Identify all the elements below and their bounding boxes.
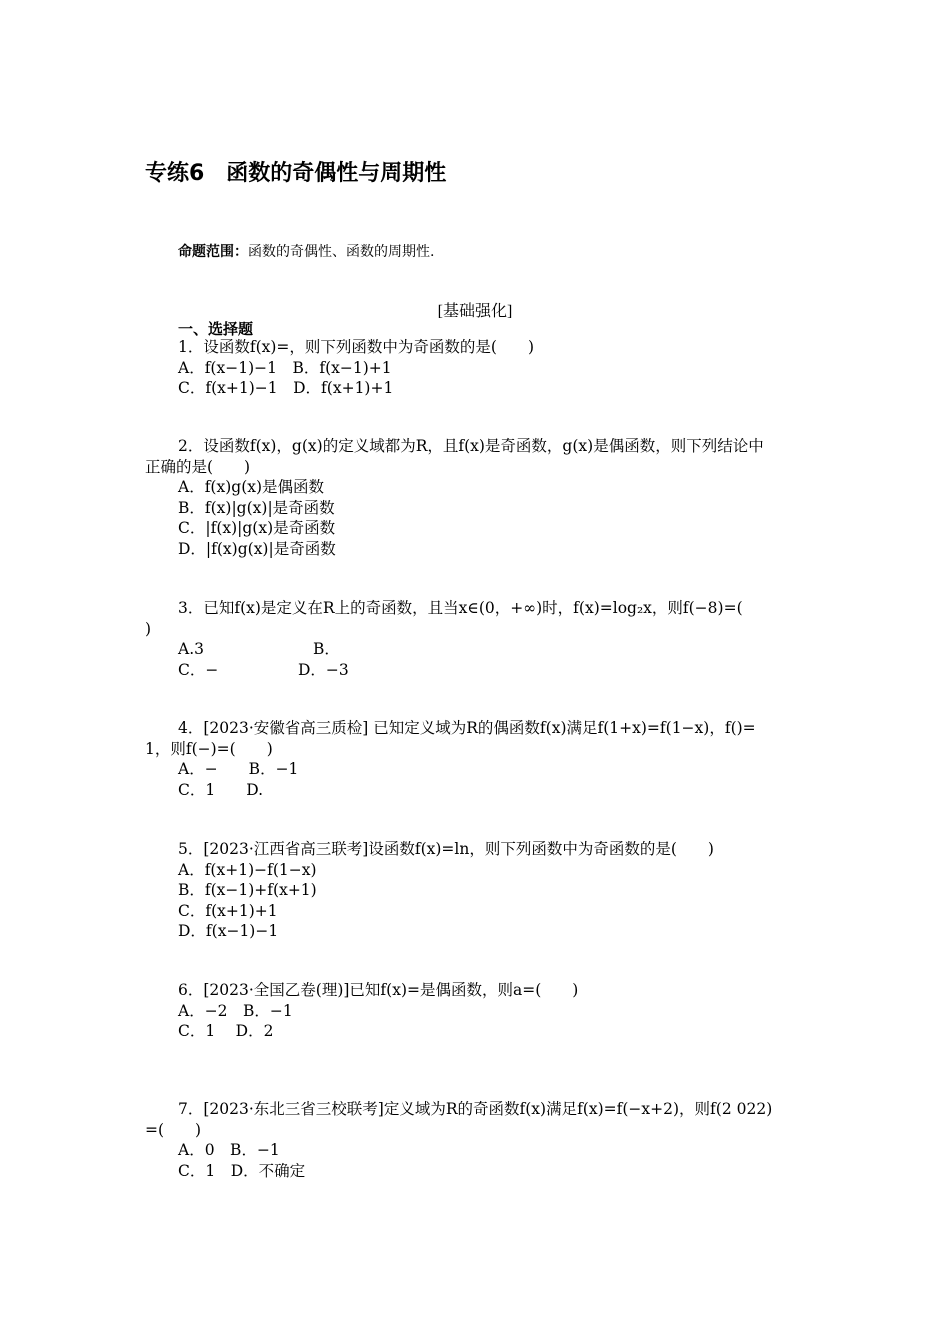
question-stem-continued: 正确的是( ) [145, 457, 251, 476]
question-1 [145, 337, 810, 399]
question-option: A．f(x+1)−f(1−x) [178, 860, 317, 879]
question-option-row [145, 660, 810, 681]
topic-scope [178, 241, 434, 261]
topic-scope-label: 命题范围： [178, 244, 248, 260]
question-option: D．|f(x)g(x)|是奇函数 [178, 539, 336, 558]
question-stem-continued: =( ) [145, 1120, 202, 1139]
question-stem: 2．设函数f(x)，g(x)的定义域都为R，且f(x)是奇函数，g(x)是偶函数，则下列结论中 [178, 437, 764, 455]
question-6 [145, 980, 810, 1042]
question-option: A．0 B．−1 [178, 1141, 280, 1159]
question-stem: 5．[2023·江西省高三联考]设函数f(x)=ln，则下列函数中为奇函数的是( ) [178, 840, 714, 858]
topic-scope-text: 函数的奇偶性、函数的周期性. [248, 244, 435, 260]
question-option: C．1 D. [178, 780, 264, 799]
question-option: A．−2 B．−1 [178, 1001, 293, 1020]
question-7 [145, 1099, 810, 1181]
question-option: C．− [178, 660, 219, 679]
question-5 [145, 839, 810, 942]
question-option: C．1 D．2 [178, 1022, 274, 1040]
question-2 [145, 436, 810, 559]
question-option: A．− B．−1 [178, 760, 299, 778]
question-option: B． [313, 640, 340, 658]
question-option: B．f(x)|g(x)|是奇函数 [178, 498, 335, 517]
question-option: B．f(x−1)+f(x+1) [178, 881, 317, 899]
question-option: C．|f(x)|g(x)是奇函数 [178, 519, 336, 537]
question-stem-continued: 1，则f(−)=( ) [145, 739, 273, 758]
question-option: D．f(x−1)−1 [178, 922, 279, 940]
question-option: C．f(x+1)+1 [178, 901, 278, 920]
section-label: [基础强化] [437, 303, 513, 320]
question-option: D．−3 [298, 660, 349, 679]
question-4 [145, 718, 810, 800]
question-stem: 1．设函数f(x)=，则下列函数中为奇函数的是( ) [178, 338, 535, 356]
question-3 [145, 598, 810, 680]
question-option: C．1 D．不确定 [178, 1161, 306, 1180]
question-stem: 6．[2023·全国乙卷(理)]已知f(x)=是偶函数，则a=( ) [178, 981, 579, 999]
question-option: A.3 [178, 640, 204, 658]
question-option: A．f(x−1)−1 B．f(x−1)+1 [178, 358, 392, 377]
question-option: C．f(x+1)−1 D．f(x+1)+1 [178, 379, 394, 397]
question-stem: 4．[2023·安徽省高三质检] 已知定义域为R的偶函数f(x)满足f(1+x)=f(1−x)，f()= [178, 719, 756, 737]
section-heading: 一、选择题 [178, 320, 254, 338]
question-option: A．f(x)g(x)是偶函数 [178, 478, 325, 496]
question-stem-continued: ) [145, 619, 152, 638]
question-stem: 7．[2023·东北三省三校联考]定义域为R的奇函数f(x)满足f(x)=f(−x+2)，则f(2 022) [178, 1100, 773, 1118]
question-stem: 3．已知f(x)是定义在R上的奇函数，且当x∈(0，+∞)时，f(x)=log₂x，则f(−8)=( [178, 599, 743, 617]
page-title: 专练6 函数的奇偶性与周期性 [145, 161, 447, 186]
question-option-row [145, 639, 810, 660]
